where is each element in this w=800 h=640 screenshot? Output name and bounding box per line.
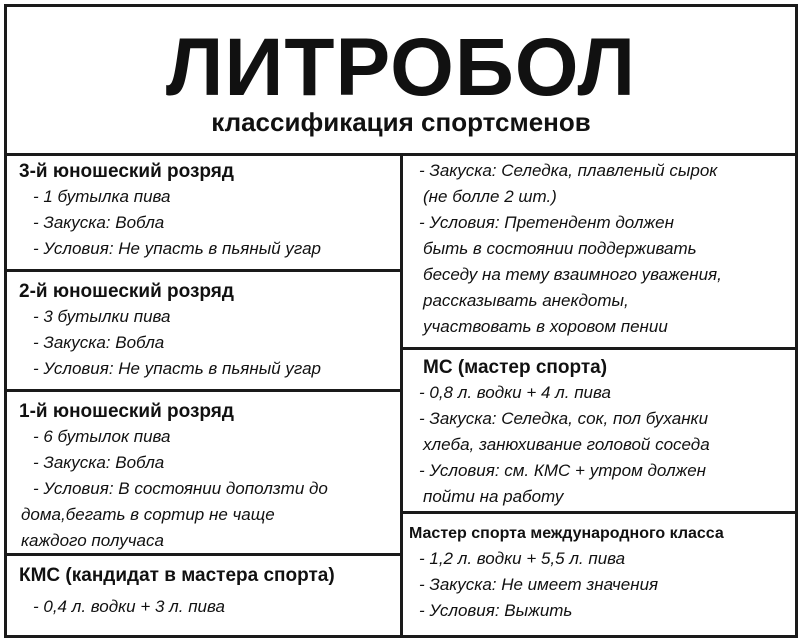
msmk-item: - Закуска: Не имеет значения — [419, 575, 659, 594]
msmk-item: - 1,2 л. водки + 5,5 л. пива — [419, 549, 626, 568]
kms-cont-item: (не болле 2 шт.) — [423, 187, 557, 206]
rank-2-item: - Условия: Не упасть в пьяный угар — [33, 359, 321, 378]
page-title: ЛИТРОБОЛ — [165, 22, 637, 113]
page-subtitle: классификация спортсменов — [211, 107, 591, 137]
ms-item: - Закуска: Селедка, сок, пол буханки — [419, 409, 709, 428]
rank-1-cell — [7, 392, 400, 556]
left-column — [7, 156, 403, 635]
rank-1-item: - Условия: В состоянии доползти до — [33, 479, 328, 498]
kms-item: - 0,4 л. водки + 3 л. пива — [33, 597, 225, 616]
rank-2-title: 2-й юношеский розряд — [19, 281, 234, 302]
kms-cont-item: участвовать в хоровом пении — [423, 317, 668, 336]
msmk-cell — [403, 514, 795, 635]
rank-2-item: - Закуска: Вобла — [33, 333, 165, 352]
rank-1-item-cont: дома,бегать в сортир не чаще — [21, 505, 275, 524]
rank-3-item: - 1 бутылка пива — [33, 187, 171, 206]
kms-cont-item: быть в состоянии поддерживать — [423, 239, 697, 258]
ms-cell — [403, 350, 795, 514]
kms-cell — [7, 556, 400, 635]
msmk-title: Мастер спорта международного класса — [409, 525, 724, 542]
kms-title: КМС (кандидат в мастера спорта) — [19, 565, 335, 586]
ms-item: хлеба, занюхивание головой соседа — [423, 435, 710, 454]
poster-frame — [4, 4, 798, 638]
ms-item: - 0,8 л. водки + 4 л. пива — [419, 383, 611, 402]
rank-1-title: 1-й юношеский розряд — [19, 401, 234, 422]
kms-cont-item: беседу на тему взаимного уважения, — [423, 265, 722, 284]
ms-title: МС (мастер спорта) — [423, 357, 608, 378]
right-column — [403, 156, 795, 635]
kms-cont-cell — [403, 156, 795, 350]
rank-1-item: - Закуска: Вобла — [33, 453, 165, 472]
ms-item: пойти на работу — [423, 487, 564, 506]
kms-cont-item: - Закуска: Селедка, плавленый сырок — [419, 161, 718, 180]
rank-1-item: - 6 бутылок пива — [33, 427, 171, 446]
rank-3-item: - Закуска: Вобла — [33, 213, 165, 232]
rank-3-item: - Условия: Не упасть в пьяный угар — [33, 239, 321, 258]
ms-item: - Условия: см. КМС + утром должен — [419, 461, 707, 480]
rank-2-cell — [7, 272, 400, 392]
kms-cont-item: - Условия: Претендент должен — [419, 213, 674, 232]
kms-cont-item: рассказывать анекдоты, — [423, 291, 629, 310]
msmk-item: - Условия: Выжить — [419, 601, 573, 620]
rank-3-cell — [7, 156, 400, 272]
rank-2-item: - 3 бутылки пива — [33, 307, 171, 326]
header — [7, 7, 795, 156]
rank-1-item-cont: каждого получаса — [21, 531, 164, 550]
rank-3-title: 3-й юношеский розряд — [19, 161, 234, 182]
